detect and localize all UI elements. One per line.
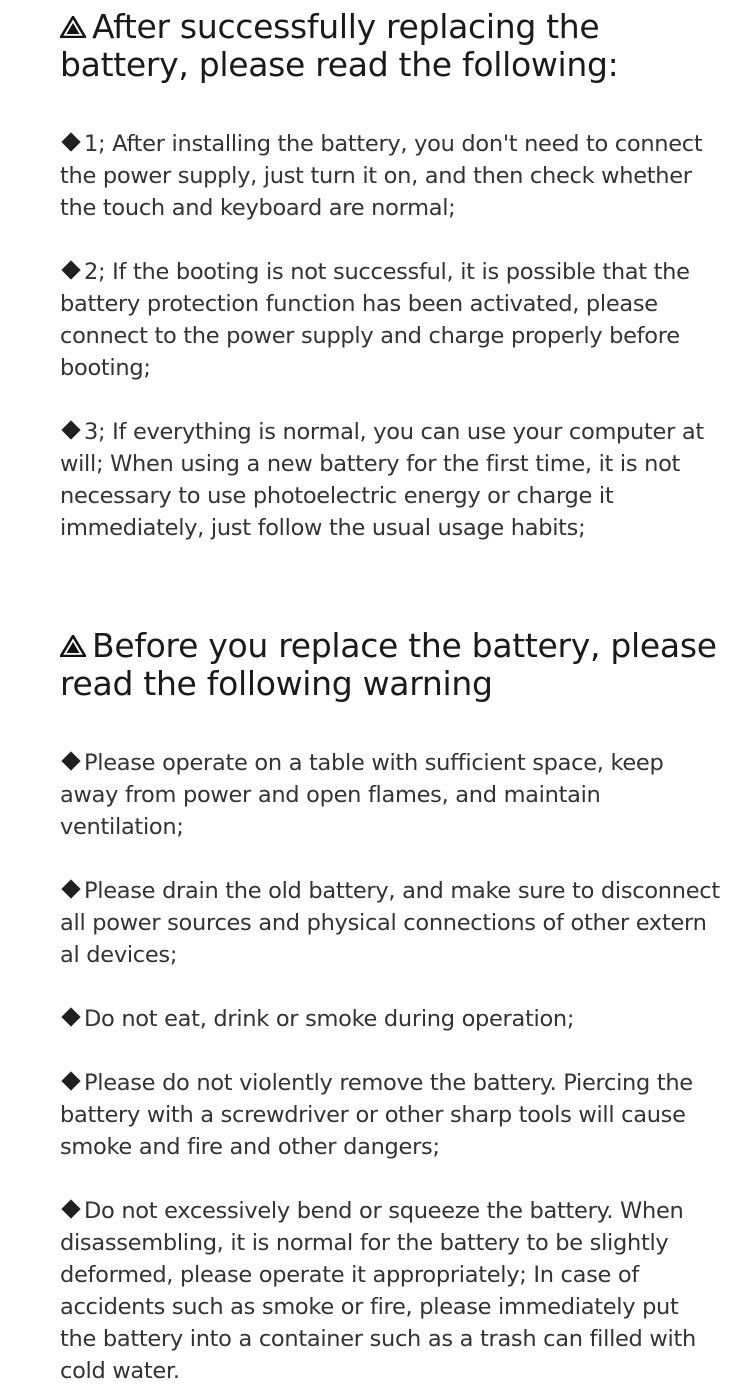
diamond-bullet-icon [61,1071,80,1090]
section-heading [60,627,720,703]
diamond-bullet-icon [61,751,80,770]
list-item [60,1003,720,1035]
diamond-bullet-icon [61,260,80,279]
list-item [60,1067,720,1163]
diamond-bullet-icon [61,132,80,151]
warning-list [60,747,720,1387]
diamond-bullet-icon [61,1007,80,1026]
diamond-bullet-icon [61,879,80,898]
instruction-list [60,128,720,544]
before-replacement-section [60,627,720,1387]
list-item [60,128,720,224]
diamond-bullet-icon [61,420,80,439]
list-item [60,1195,720,1387]
list-item [60,875,720,971]
warning-triangle-icon [60,635,92,657]
section-heading-text: After successfully replacing the battery, please read the following: [60,7,619,84]
list-item-text: 2; If the booting is not successful, it is possible that the battery protection function has been activated, please connect to the power supply and charge properly before booting; [60,259,690,381]
list-item-text: Please drain the old battery, and make sure to disconnect all power sources and physical connections of other extern al devices; [60,878,720,968]
list-item-text: Please operate on a table with sufficient space, keep away from power and open flames, and maintain ventilation; [60,750,664,840]
list-item-text: Do not eat, drink or smoke during operation; [84,1006,575,1032]
list-item [60,256,720,384]
list-item [60,416,720,544]
list-item-text: Please do not violently remove the battery. Piercing the battery with a screwdriver or other sharp tools will cause smoke and fire and other dangers; [60,1070,693,1160]
list-item [60,747,720,843]
list-item-text: Do not excessively bend or squeeze the battery. When disassembling, it is normal for the battery to be slightly deformed, please operate it appropriately; In case of accidents such as smoke or fire, please immediately put the battery into a container such as a trash can filled with cold water. [60,1198,696,1384]
after-replacement-section [60,8,720,544]
section-heading-text: Before you replace the battery, please read the following warning [60,626,717,703]
list-item-text: 3; If everything is normal, you can use your computer at will; When using a new battery for the first time, it is not necessary to use photoelectric energy or charge it immediately, just follow the usual usage habits; [60,419,704,541]
section-heading [60,8,720,84]
warning-triangle-icon [60,16,92,38]
diamond-bullet-icon [61,1199,80,1218]
list-item-text: 1; After installing the battery, you don't need to connect the power supply, just turn it on, and then check whether the touch and keyboard are normal; [60,131,703,221]
